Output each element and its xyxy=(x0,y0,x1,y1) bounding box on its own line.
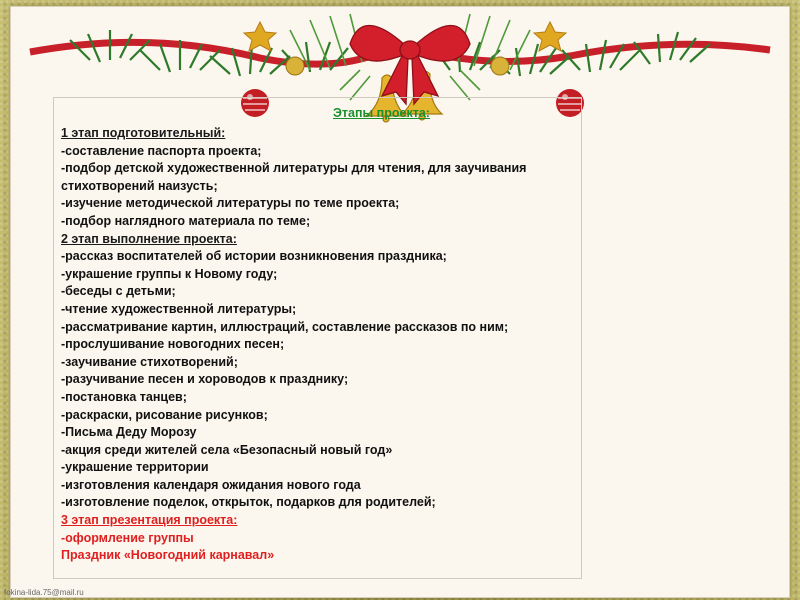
gold-ornament-icon xyxy=(286,57,304,75)
list-item: -чтение художественной литературы; xyxy=(61,301,297,316)
list-item: -беседы с детьми; xyxy=(61,284,176,299)
list-item: -составление паспорта проекта; xyxy=(61,143,262,158)
stage-2-title: 2 этап выполнение проекта: xyxy=(61,231,237,246)
list-item: -изготовление поделок, открыток, подарков для родителей; xyxy=(61,495,436,510)
list-item: -изучение методической литературы по теме проекта; xyxy=(61,196,400,211)
list-item: -раскраски, рисование рисунков; xyxy=(61,407,268,422)
list-item: -разучивание песен и хороводов к празднику; xyxy=(61,372,349,387)
list-item: -подбор детской художественной литературы для чтения, для заучивания xyxy=(61,161,527,176)
list-item: -прослушивание новогодних песен; xyxy=(61,337,285,352)
gold-ornament-icon xyxy=(491,57,509,75)
red-bow-icon xyxy=(350,25,470,104)
list-item: -украшение группы к Новому году; xyxy=(61,266,278,281)
list-item: -заучивание стихотворений; xyxy=(61,354,238,369)
author-email-watermark: fokina-lida.75@mail.ru xyxy=(4,588,84,597)
list-item: -подбор наглядного материала по теме; xyxy=(61,213,311,228)
list-item: -оформление группы xyxy=(61,530,194,545)
list-item: -акция среди жителей села «Безопасный новый год» xyxy=(61,442,393,457)
stage-1-title: 1 этап подготовительный: xyxy=(61,126,226,140)
list-item: стихотворений наизусть; xyxy=(61,178,218,193)
stage-3-title: 3 этап презентация проекта: xyxy=(61,513,238,528)
page-title: Этапы проекта: xyxy=(333,106,430,120)
list-item: -постановка танцев; xyxy=(61,389,187,404)
list-item: -изготовления календаря ожидания нового года xyxy=(61,477,361,492)
list-item: -Письма Деду Морозу xyxy=(61,425,197,440)
project-stages-list xyxy=(61,125,661,565)
list-item: -украшение территории xyxy=(61,460,209,475)
list-item: -рассматривание картин, иллюстраций, составление рассказов по ним; xyxy=(61,319,509,334)
list-item: -рассказ воспитателей об истории возникновения праздника; xyxy=(61,249,447,264)
list-item: Праздник «Новогодний карнавал» xyxy=(61,548,275,563)
